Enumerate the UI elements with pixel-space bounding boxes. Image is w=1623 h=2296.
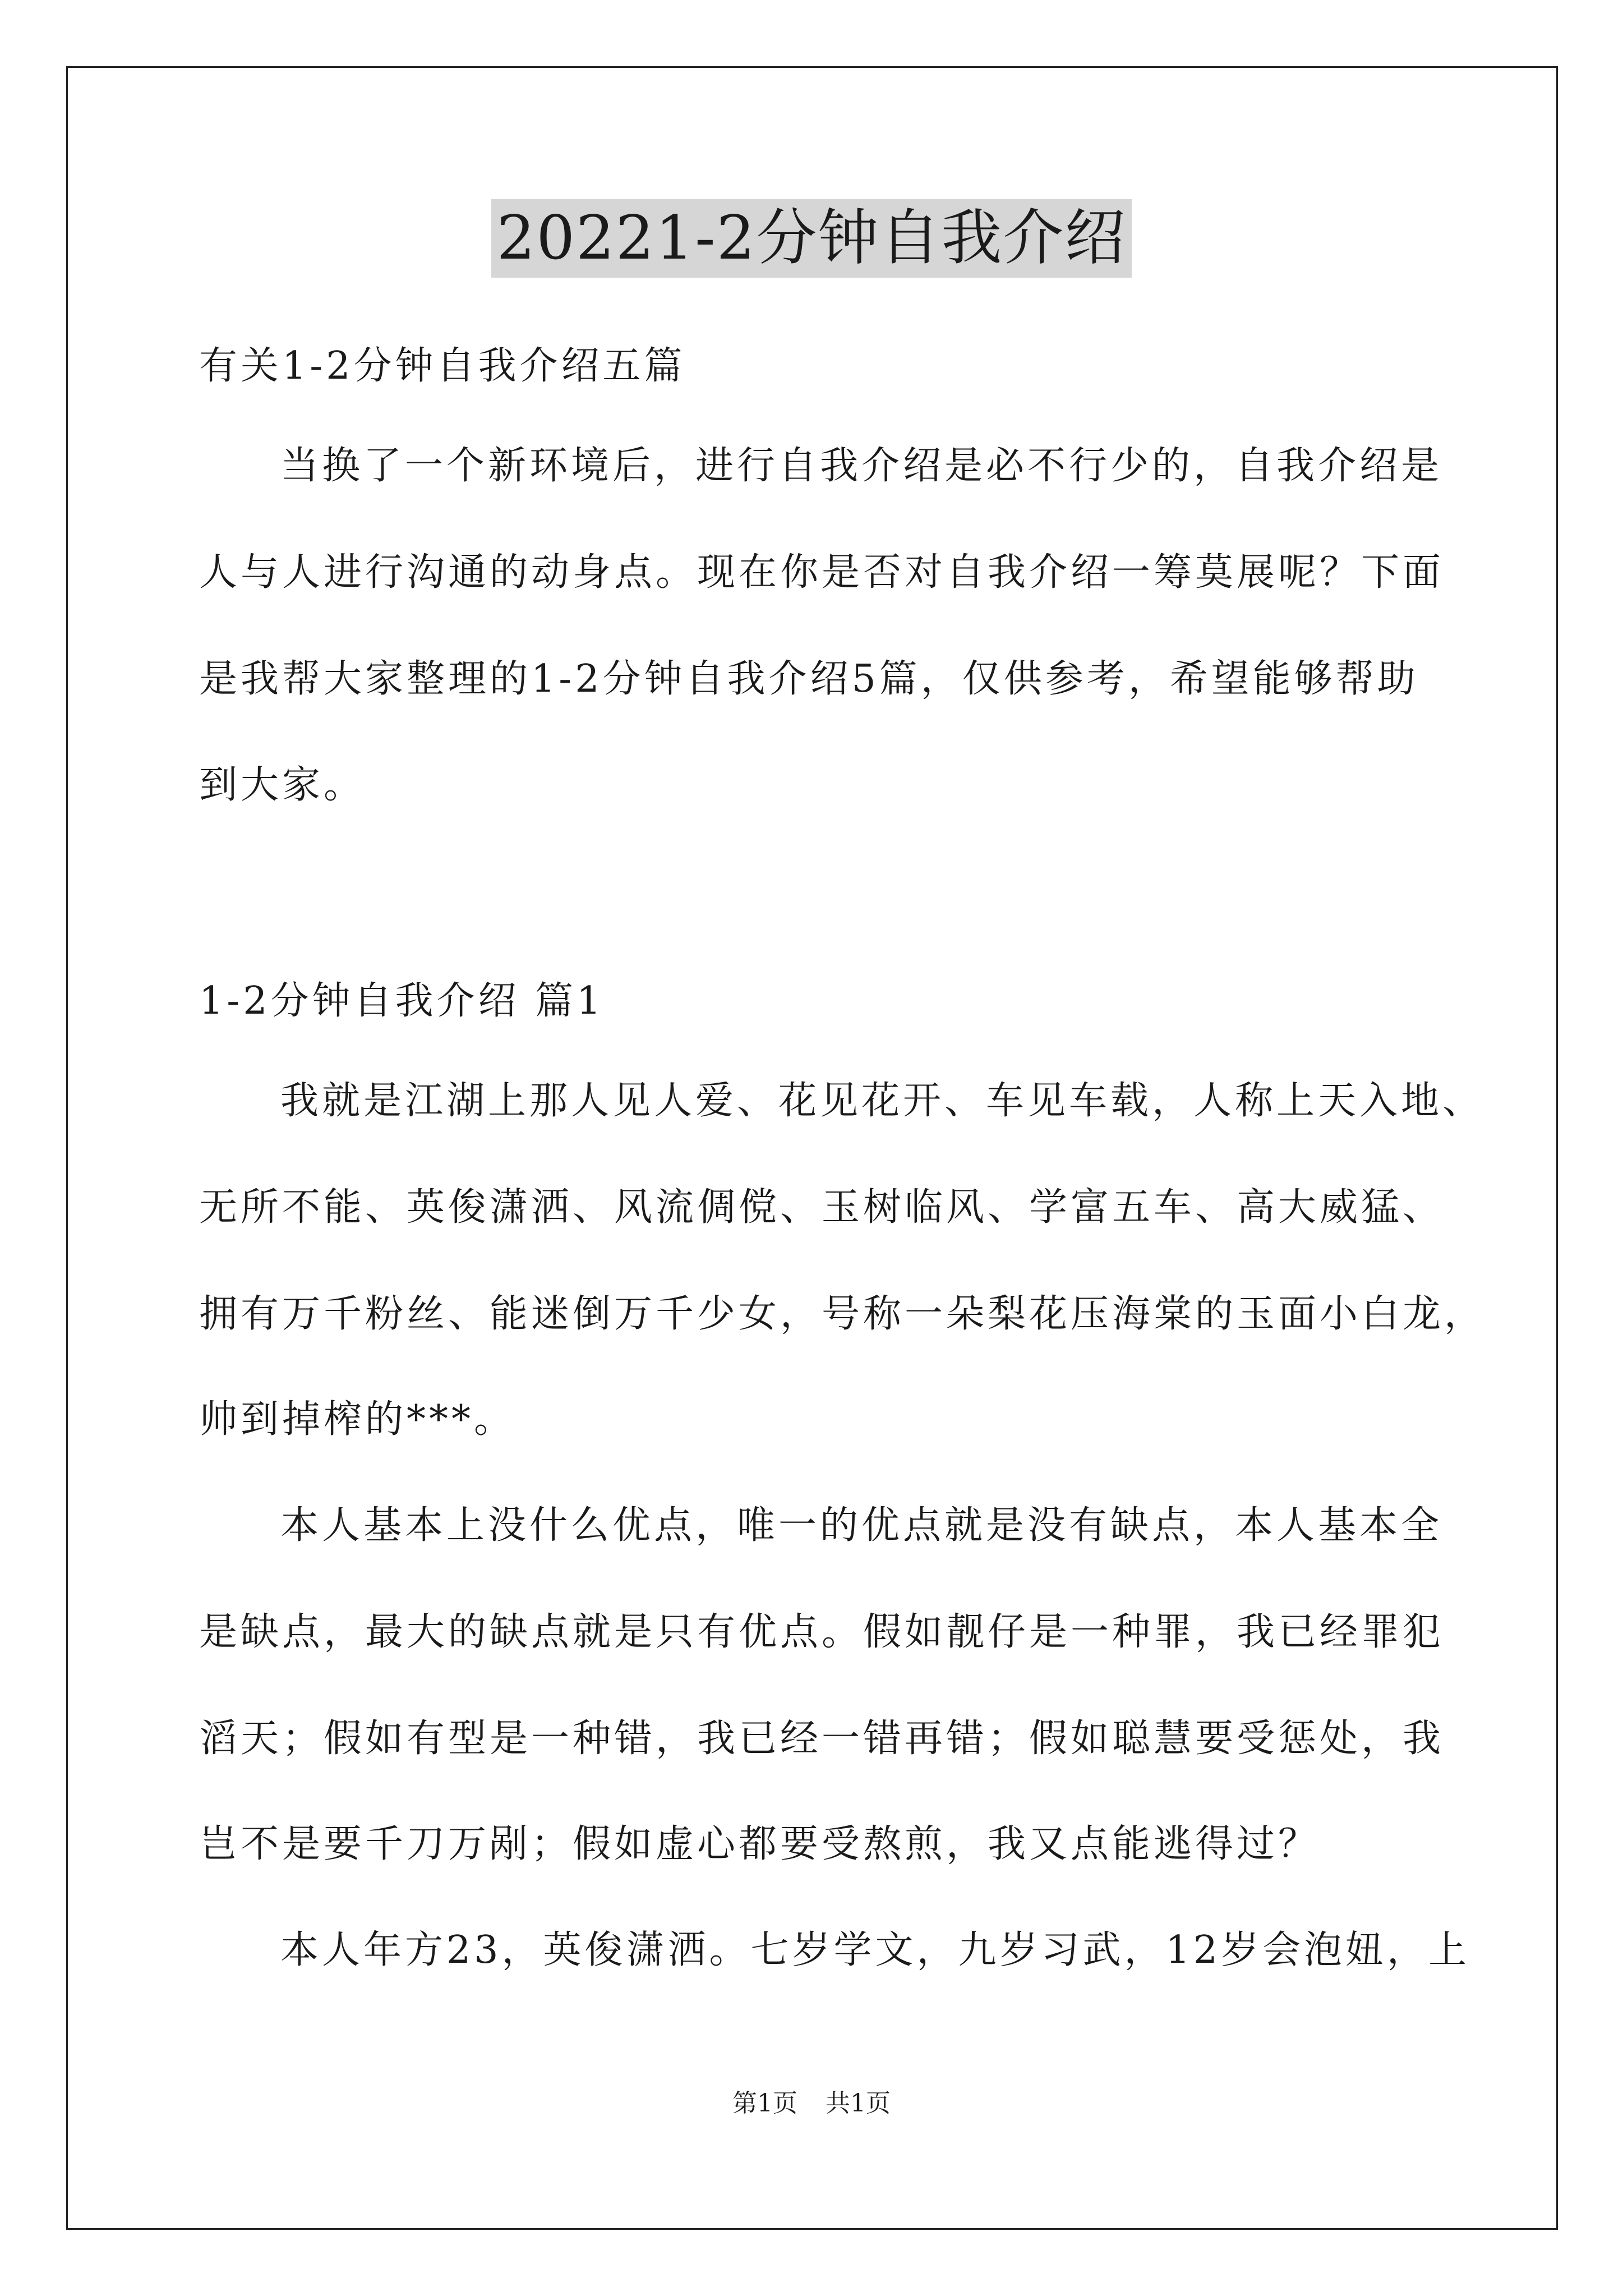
section-line-2: 无所不能、英俊潇洒、风流倜傥、玉树临风、学富五车、高大威猛、: [199, 1185, 1445, 1230]
section-line-4: 帅到掉榨的***。: [199, 1397, 516, 1442]
intro-line-1: 当换了一个新环境后，进行自我介绍是必不行少的，自我介绍是: [280, 444, 1443, 488]
intro-line-3: 是我帮大家整理的1-2分钟自我介绍5篇，仅供参考，希望能够帮助: [199, 657, 1419, 701]
section-line-1: 我就是江湖上那人见人爱、花见花开、车见车载，人称上天入地、: [280, 1079, 1484, 1123]
intro-line-4: 到大家。: [199, 763, 366, 807]
document-subtitle: 有关1-2分钟自我介绍五篇: [199, 344, 686, 388]
title-container: [0, 199, 1623, 278]
page-number: 第1页: [732, 2089, 797, 2118]
section-line-3: 拥有万千粉丝、能迷倒万千少女，号称一朵梨花压海棠的玉面小白龙，: [199, 1292, 1486, 1336]
section-line-7: 滔天；假如有型是一种错，我已经一错再错；假如聪慧要受惩处，我: [199, 1717, 1445, 1761]
page-footer: [0, 2087, 1623, 2120]
section-line-9: 本人年方23，英俊潇洒。七岁学文，九岁习武，12岁会泡妞，上: [280, 1928, 1470, 1972]
section-line-5: 本人基本上没什么优点，唯一的优点就是没有缺点，本人基本全: [280, 1503, 1443, 1548]
section-line-6: 是缺点，最大的缺点就是只有优点。假如靓仔是一种罪，我已经罪犯: [199, 1610, 1445, 1654]
document-title: 20221-2分钟自我介绍: [491, 199, 1132, 278]
section-line-8: 岂不是要千刀万剐；假如虚心都要受熬煎，我又点能逃得过？: [199, 1822, 1320, 1866]
intro-line-2: 人与人进行沟通的动身点。现在你是否对自我介绍一筹莫展呢？下面: [199, 550, 1445, 595]
page-total: 共1页: [826, 2089, 891, 2118]
section-heading: 1-2分钟自我介绍 篇1: [199, 979, 605, 1023]
